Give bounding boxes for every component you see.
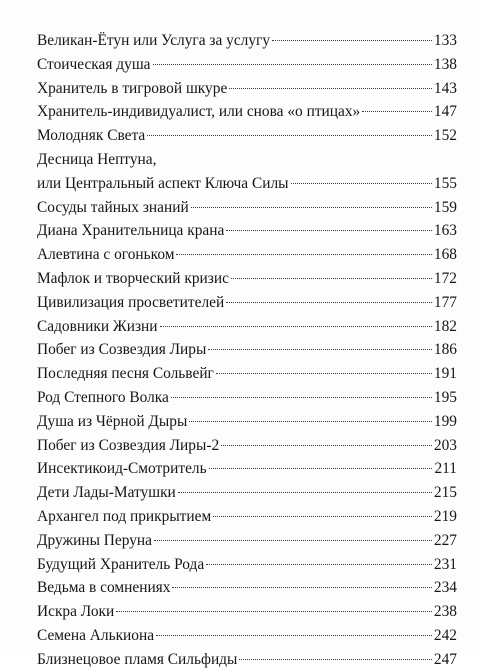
toc-entry-page: 159 xyxy=(433,198,457,216)
toc-entry-page: 242 xyxy=(433,626,457,644)
toc-entry-page: 177 xyxy=(433,293,457,311)
toc-entry-line2 xyxy=(37,172,457,196)
toc-entry xyxy=(37,315,457,339)
toc-entry-page: 195 xyxy=(433,388,457,406)
toc-entry xyxy=(37,529,457,553)
toc-entry xyxy=(37,624,457,648)
dot-leader xyxy=(176,254,431,255)
toc-entry xyxy=(37,553,457,577)
toc-entry-title: Дружины Перуна xyxy=(37,531,152,549)
dot-leader xyxy=(153,64,432,65)
toc-entry-page: 143 xyxy=(433,79,457,97)
toc-entry-page: 247 xyxy=(433,650,457,668)
toc-entry xyxy=(37,53,457,77)
toc-entry xyxy=(37,243,457,267)
toc-entry xyxy=(37,338,457,362)
toc-entry-page: 147 xyxy=(433,103,457,121)
dot-leader xyxy=(208,349,432,350)
dot-leader xyxy=(216,373,432,374)
toc-entry-page: 155 xyxy=(433,174,457,192)
dot-leader xyxy=(362,111,432,112)
toc-entry-page: 231 xyxy=(433,555,457,573)
toc-entry xyxy=(37,576,457,600)
toc-entry-title: Сосуды тайных знаний xyxy=(37,198,189,216)
toc-entry xyxy=(37,648,457,672)
toc-entry xyxy=(37,100,457,124)
toc-entry-title: Дети Лады-Матушки xyxy=(37,484,176,502)
toc-entry-page: 219 xyxy=(433,507,457,525)
toc-entry-page: 203 xyxy=(433,436,457,454)
toc-entry-title: Род Степного Волка xyxy=(37,388,169,406)
toc-entry-page: 138 xyxy=(433,55,457,73)
toc-entry xyxy=(37,362,457,386)
dot-leader xyxy=(147,135,432,136)
dot-leader xyxy=(209,468,433,469)
toc-entry-title: Побег из Созвездия Лиры-2 xyxy=(37,436,220,454)
toc-entry-page: 172 xyxy=(433,269,457,287)
toc-entry xyxy=(37,434,457,458)
toc-entry xyxy=(37,457,457,481)
toc-entry-page: 238 xyxy=(433,603,457,621)
toc-entry-title: Душа из Чёрной Дыры xyxy=(37,412,188,430)
toc-entry xyxy=(37,196,457,220)
toc-entry-page: 152 xyxy=(433,127,457,145)
dot-leader xyxy=(116,611,432,612)
toc-entry-title: Побег из Созвездия Лиры xyxy=(37,341,207,359)
toc-entry-title: Хранитель-индивидуалист, или снова «о птицах» xyxy=(37,103,361,121)
toc-entry-page: 211 xyxy=(434,460,457,478)
toc-entry-page: 182 xyxy=(433,317,457,335)
dot-leader xyxy=(272,40,432,41)
toc-entry-title: Молодняк Света xyxy=(37,127,146,145)
toc-entry-title: Искра Локи xyxy=(37,603,115,621)
toc-entry xyxy=(37,219,457,243)
toc-entry-page: 186 xyxy=(433,341,457,359)
toc-entry xyxy=(37,481,457,505)
dot-leader xyxy=(226,302,432,303)
dot-leader xyxy=(156,635,432,636)
toc-entry xyxy=(37,386,457,410)
toc-entry xyxy=(37,29,457,53)
toc-entry xyxy=(37,148,457,196)
toc-entry xyxy=(37,267,457,291)
toc-entry-title: Близнецовое пламя Сильфиды xyxy=(37,650,238,668)
dot-leader xyxy=(221,445,432,446)
toc-entry-page: 227 xyxy=(433,531,457,549)
toc-entry-title-line1: Десница Нептуна, xyxy=(37,150,157,168)
toc-entry-title: Ведьма в сомнениях xyxy=(37,579,171,597)
dot-leader xyxy=(160,326,432,327)
dot-leader xyxy=(239,659,432,660)
toc-entry-title: или Центральный аспект Ключа Силы xyxy=(37,174,289,192)
dot-leader xyxy=(226,230,432,231)
toc-entry-title: Алевтина с огоньком xyxy=(37,246,175,264)
dot-leader xyxy=(178,492,432,493)
dot-leader xyxy=(191,207,432,208)
toc-entry-title: Стоическая душа xyxy=(37,55,151,73)
toc-entry xyxy=(37,410,457,434)
dot-leader xyxy=(291,183,432,184)
dot-leader xyxy=(189,421,432,422)
dot-leader xyxy=(213,516,432,517)
toc-entry-title: Диана Хранительница крана xyxy=(37,222,225,240)
toc-entry xyxy=(37,600,457,624)
toc-entry-title: Цивилизация просветителей xyxy=(37,293,225,311)
toc-entry-page: 215 xyxy=(433,484,457,502)
toc-entry-title: Инсектикоид-Смотритель xyxy=(37,460,207,478)
dot-leader xyxy=(154,540,432,541)
dot-leader xyxy=(229,88,432,89)
toc-entry-page: 191 xyxy=(433,365,457,383)
toc-entry-title: Великан-Ётун или Услуга за услугу xyxy=(37,32,271,49)
dot-leader xyxy=(172,587,431,588)
toc-entry xyxy=(37,77,457,101)
toc-entry-title: Мафлок и творческий кризис xyxy=(37,269,229,287)
toc-entry xyxy=(37,505,457,529)
toc-entry-page: 168 xyxy=(433,246,457,264)
toc-entry-page: 234 xyxy=(433,579,457,597)
toc-entry-title: Будущий Хранитель Рода xyxy=(37,555,205,573)
toc-entry-title: Последняя песня Сольвейг xyxy=(37,365,214,383)
table-of-contents xyxy=(37,29,457,672)
dot-leader xyxy=(171,397,432,398)
toc-entry-page: 199 xyxy=(433,412,457,430)
toc-entry-page: 133 xyxy=(433,32,457,49)
toc-entry-title: Хранитель в тигровой шкуре xyxy=(37,79,228,97)
dot-leader xyxy=(206,564,432,565)
toc-entry-title: Архангел под прикрытием xyxy=(37,507,212,525)
toc-entry-page: 163 xyxy=(433,222,457,240)
toc-entry xyxy=(37,291,457,315)
toc-entry-title: Садовники Жизни xyxy=(37,317,158,335)
toc-entry xyxy=(37,124,457,148)
dot-leader xyxy=(231,278,432,279)
toc-entry-title: Семена Алькиона xyxy=(37,626,155,644)
